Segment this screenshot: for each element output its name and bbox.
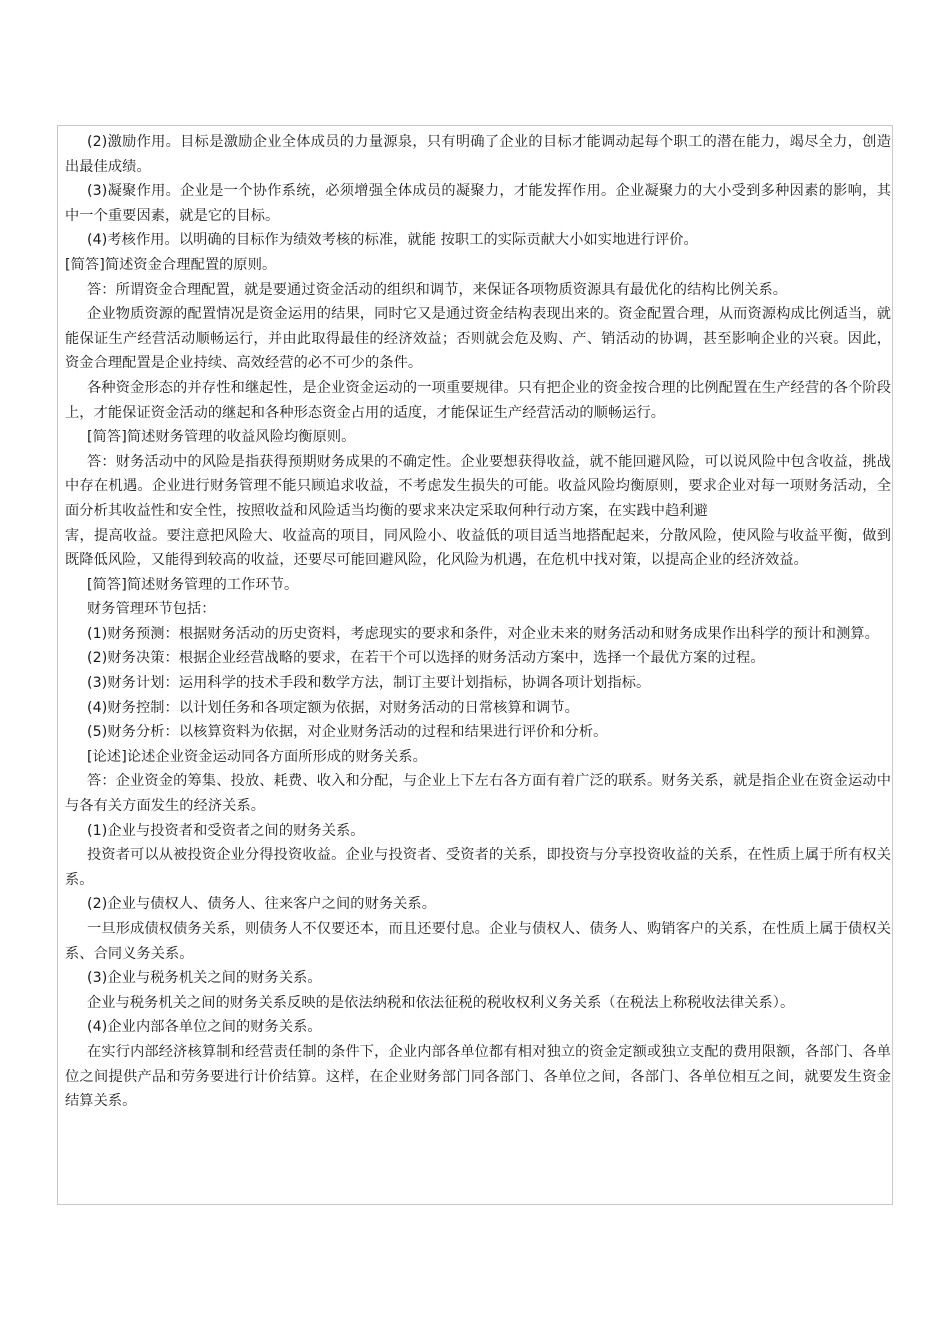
- paragraph: 企业与税务机关之间的财务关系反映的是依法纳税和依法征税的税收权利义务关系（在税法上称税收法律关系）。: [87, 994, 795, 1011]
- paragraph: 答：所谓资金合理配置，就是要通过资金活动的组织和调节，来保证各项物质资源具有最优化的结构比例关系。: [87, 281, 788, 298]
- paragraph: 答：企业资金的筹集、投放、耗费、收入和分配，与企业上下左右各方面有着广泛的联系。财务关系，就是指企业在资金运动中与各有关方面发生的经济关系。: [65, 773, 891, 815]
- list-item: (3)财务计划：运用科学的技术手段和数学方法，制订主要计划指标，协调各项计划指标。: [87, 675, 651, 692]
- list-item: (1)企业与投资者和受资者之间的财务关系。: [87, 822, 365, 839]
- list-item: (5)财务分析：以核算资料为依据，对企业财务活动的过程和结果进行评价和分析。: [87, 724, 608, 741]
- list-item: (4)企业内部各单位之间的财务关系。: [87, 1019, 322, 1036]
- list-item: (1)财务预测：根据财务活动的历史资料，考虑现实的要求和条件，对企业未来的财务活动和财务成果作出科学的预计和测算。: [87, 625, 879, 642]
- list-item: (4)财务控制：以计划任务和各项定额为依据，对财务活动的日常核算和调节。: [87, 699, 579, 716]
- question-heading: [简答]简述财务管理的收益风险均衡原则。: [87, 429, 356, 446]
- paragraph: 一旦形成债权债务关系，则债务人不仅要还本，而且还要付息。企业与债权人、债务人、购销客户的关系，在性质上属于债权关系、合同义务关系。: [65, 921, 891, 962]
- paragraph: (2)激励作用。目标是激励企业全体成员的力量源泉，只有明确了企业的目标才能调动起每个职工的潜在能力，竭尽全力，创造出最佳成绩。: [65, 134, 891, 175]
- paragraph: 企业物质资源的配置情况是资金运用的结果，同时它又是通过资金结构表现出来的。资金配置合理，从而资源构成比例适当，就能保证生产经营活动顺畅运行，并由此取得最佳的经济效益；否则就会危及购、产、销活动的协调，甚至影响企业的兴衰。因此，资金合理配置是企业持续、高效经营的必不可少的条件。: [65, 306, 891, 372]
- question-heading: [简答]简述资金合理配置的原则。: [65, 256, 277, 273]
- paragraph: 各种资金形态的并存性和继起性，是企业资金运动的一项重要规律。只有把企业的资金按合理的比例配置在生产经营的各个阶段上，才能保证资金活动的继起和各种形态资金占用的适度，才能保证生产经营活动的顺畅运行。: [65, 379, 891, 421]
- list-item: (2)企业与债权人、债务人、往来客户之间的财务关系。: [87, 896, 437, 913]
- document-body: [65, 130, 891, 1114]
- paragraph: (4)考核作用。以明确的目标作为绩效考核的标准，就能 按职工的实际贡献大小如实地进行评价。: [87, 232, 698, 249]
- paragraph: (3)凝聚作用。企业是一个协作系统，必须增强全体成员的凝聚力，才能发挥作用。企业凝聚力的大小受到多种因素的影响，其中一个重要因素，就是它的目标。: [65, 183, 891, 224]
- paragraph: 答：财务活动中的风险是指获得预期财务成果的不确定性。企业要想获得收益，就不能回避风险，可以说风险中包含收益，挑战中存在机遇。企业进行财务管理不能只顾追求收益，不考虑发生损失的可能。收益风险均衡原则，要求企业对每一项财务活动，全面分析其收益性和安全性，按照收益和风险适当均衡的要求来决定采取何种行动方案，在实践中趋利避: [65, 453, 891, 519]
- paragraph: 在实行内部经济核算制和经营责任制的条件下，企业内部各单位都有相对独立的资金定额或独立支配的费用限额，各部门、各单位之间提供产品和劳务要进行计价结算。这样，在企业财务部门同各部门、各单位之间，各部门、各单位相互之间，就要发生资金结算关系。: [65, 1043, 891, 1110]
- list-item: (2)财务决策：根据企业经营战略的要求，在若干个可以选择的财务活动方案中，选择一个最优方案的过程。: [87, 650, 765, 667]
- question-heading: [简答]简述财务管理的工作环节。: [87, 576, 299, 593]
- question-heading: [论述]论述企业资金运动同各方面所形成的财务关系。: [87, 748, 427, 765]
- paragraph: 害，提高收益。要注意把风险大、收益高的项目，同风险小、收益低的项目适当地搭配起来，分散风险，使风险与收益平衡，做到既降低风险，又能得到较高的收益，还要尽可能回避风险，化风险为机遇，在危机中找对策，以提高企业的经济效益。: [65, 527, 891, 569]
- paragraph: 财务管理环节包括：: [87, 601, 216, 618]
- list-item: (3)企业与税务机关之间的财务关系。: [87, 970, 322, 987]
- paragraph: 投资者可以从被投资企业分得投资收益。企业与投资者、受资者的关系，即投资与分享投资收益的关系，在性质上属于所有权关系。: [65, 847, 891, 888]
